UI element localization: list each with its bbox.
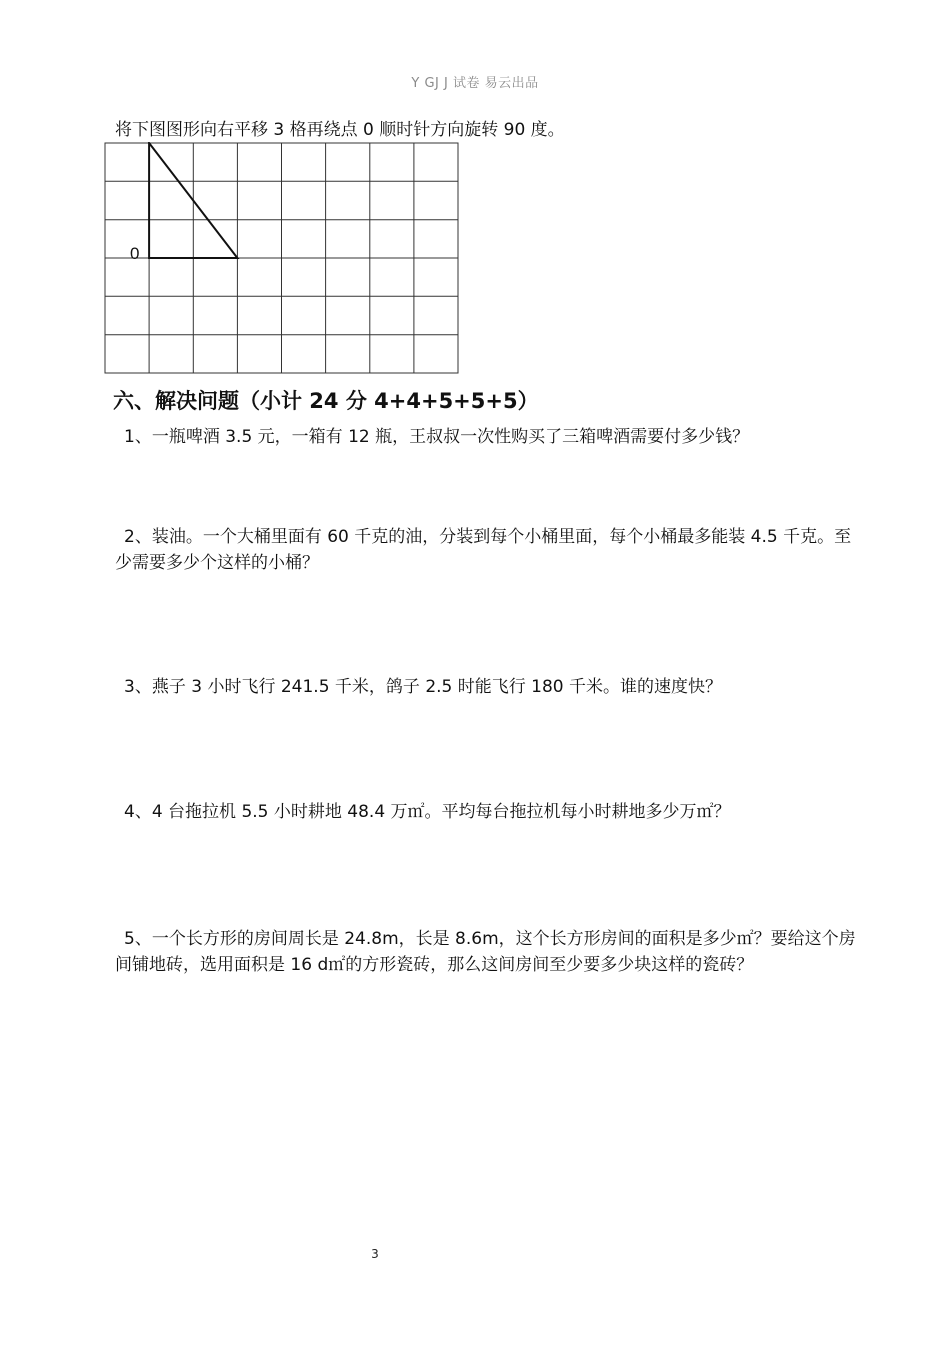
problem-number: 3 xyxy=(124,677,135,697)
problem-5 xyxy=(115,926,863,978)
problem-text: 、一个长方形的房间周长是 24.8m，长是 8.6m，这个长方形房间的面积是多少㎡？要给这个房间铺地砖，选用面积是 16 d㎡的方形瓷砖，那么这间房间至少要多少块这样的瓷砖？ xyxy=(115,929,856,975)
problem-number: 2 xyxy=(124,527,135,547)
problem-number: 5 xyxy=(124,929,135,949)
page-number: 3 xyxy=(371,1247,379,1261)
problem-text: 、装油。一个大桶里面有 60 千克的油，分装到每个小桶里面，每个小桶最多能装 4.5 千克。至少需要多少个这样的小桶？ xyxy=(115,527,852,573)
section-title: 六、解决问题（小计 24 分 4+4+5+5+5） xyxy=(113,389,539,413)
instruction-text: 将下图图形向右平移 3 格再绕点 0 顺时针方向旋转 90 度。 xyxy=(115,120,565,140)
problem-text: 、4 台拖拉机 5.5 小时耕地 48.4 万㎡。平均每台拖拉机每小时耕地多少万㎡？ xyxy=(134,802,731,822)
problem-text: 、燕子 3 小时飞行 241.5 千米，鸽子 2.5 时能飞行 180 千米。谁的速度快？ xyxy=(134,677,723,697)
grid-figure xyxy=(104,142,460,376)
problem-2 xyxy=(115,524,863,576)
page-header: Y GJ J 试卷 易云出品 xyxy=(411,76,539,91)
problem-3 xyxy=(115,674,863,700)
point-o-label: 0 xyxy=(130,244,140,263)
problem-text: 、一瓶啤酒 3.5 元，一箱有 12 瓶，王叔叔一次性购买了三箱啤酒需要付多少钱？ xyxy=(134,427,750,447)
problem-number: 1 xyxy=(124,427,135,447)
problem-4 xyxy=(115,799,863,825)
grid-svg xyxy=(104,142,460,376)
problem-number: 4 xyxy=(124,802,135,822)
problem-1 xyxy=(115,424,863,450)
